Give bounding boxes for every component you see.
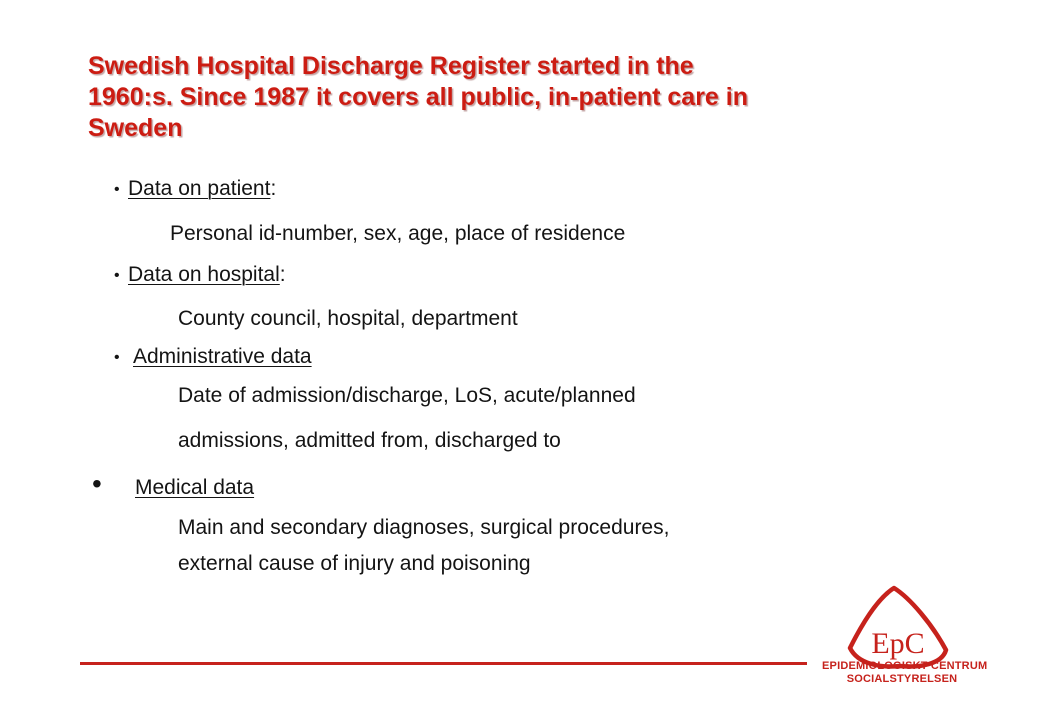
section-heading-medical [135, 476, 254, 500]
section-heading-administrative [133, 345, 312, 369]
bullet-icon: • [114, 181, 120, 198]
heading-text: Data on patient [128, 177, 271, 200]
section-detail: admissions, admitted from, discharged to [178, 429, 561, 452]
section-heading-patient [128, 177, 276, 201]
bullet-icon: • [114, 349, 120, 366]
section-detail: external cause of injury and poisoning [178, 552, 531, 575]
title-line-2: 1960:s. Since 1987 it covers all public, in-patient care in [88, 83, 748, 111]
footer-rule [80, 662, 807, 665]
heading-suffix: : [279, 263, 286, 286]
section-heading-hospital [128, 263, 286, 287]
logo-mark: EpC [871, 627, 925, 660]
section-detail: Personal id-number, sex, age, place of residence [170, 222, 626, 245]
section-detail: County council, hospital, department [178, 307, 518, 330]
section-detail: Date of admission/discharge, LoS, acute/planned [178, 384, 636, 407]
bullet-icon: • [114, 267, 120, 284]
heading-text: Data on hospital [128, 263, 280, 286]
logo-line-2: SOCIALSTYRELSEN [846, 673, 958, 685]
logo-line-1: EPIDEMIOLOGISKT CENTRUM [822, 660, 988, 672]
title-line-1: Swedish Hospital Discharge Register started in the [88, 52, 694, 80]
title-line-3: Sweden [88, 114, 183, 142]
slide-title [88, 51, 968, 144]
section-detail: Main and secondary diagnoses, surgical procedures, [178, 516, 670, 539]
heading-text: Administrative data [133, 345, 312, 368]
heading-text: Medical data [135, 476, 255, 499]
heading-suffix: : [270, 177, 277, 200]
bullet-icon: • [92, 468, 102, 499]
